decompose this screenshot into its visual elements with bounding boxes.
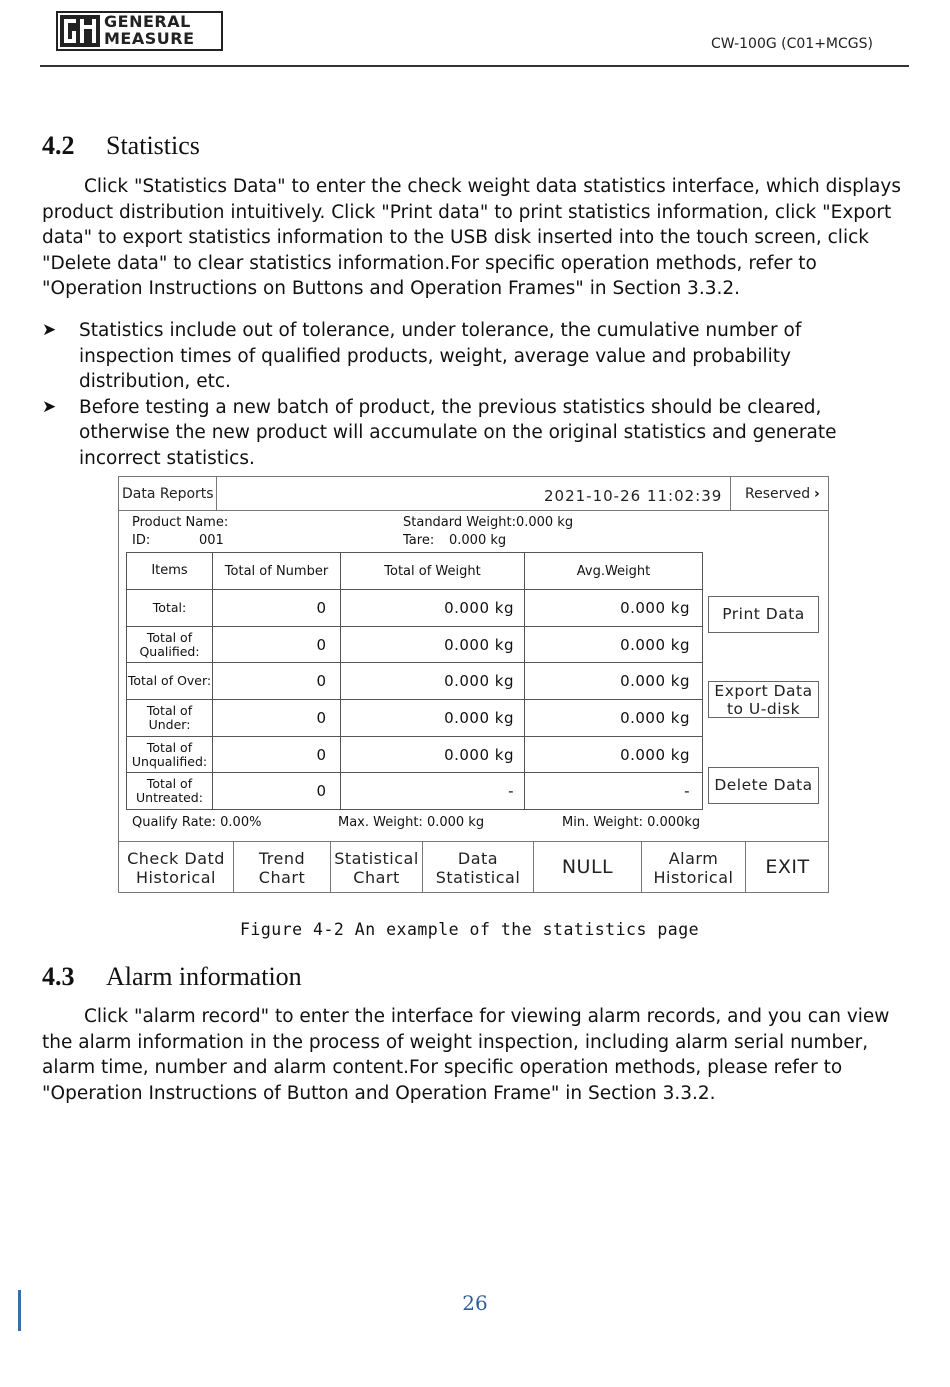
- statistical-chart-button[interactable]: [331, 842, 423, 893]
- screen-datetime: 2021-10-26 11:02:39: [544, 487, 723, 505]
- button-label: Historical: [653, 867, 734, 887]
- table-row: [127, 700, 703, 737]
- table-row: [127, 590, 703, 627]
- section-number: 4.2: [42, 131, 75, 160]
- document-code: CW-100G (C01+MCGS): [711, 36, 873, 52]
- table-row: [127, 663, 703, 700]
- company-logo: [56, 11, 223, 51]
- row-avg: 0.000 kg: [525, 700, 703, 737]
- tare-label: Tare:: [403, 533, 435, 548]
- screen-title: Data Reports: [119, 477, 217, 511]
- page-number: 26: [462, 1291, 488, 1315]
- export-data-button[interactable]: Export Data to U-disk: [708, 681, 819, 718]
- row-avg: 0.000 kg: [525, 663, 703, 700]
- row-weight: 0.000 kg: [341, 590, 525, 627]
- logo-line2: MEASURE: [104, 29, 195, 48]
- check-data-historical-button[interactable]: [119, 842, 234, 893]
- button-label: Data: [457, 848, 499, 868]
- bullet-text: Statistics include out of tolerance, under tolerance, the cumulative number of inspection times of qualified products, weight, average value and probability distribution, etc.: [79, 320, 802, 393]
- list-item: [42, 395, 882, 472]
- column-header: Items: [127, 553, 213, 590]
- tare-value: 0.000 kg: [449, 533, 507, 548]
- alarm-paragraph-text: Click "alarm record" to enter the interface for viewing alarm records, and you can view the alarm information in the process of weight inspection, including alarm serial number, alarm time, number and alarm content.For specific operation methods, please refer to "Operation Instructions of Button and Operation Frame" in Section 3.3.2.: [42, 1006, 890, 1104]
- button-label: Alarm: [668, 848, 719, 868]
- row-weight: 0.000 kg: [341, 736, 525, 773]
- table-row: [127, 773, 703, 810]
- column-header: Total of Weight: [341, 553, 525, 590]
- row-number: 0: [213, 700, 341, 737]
- row-avg: -: [525, 773, 703, 810]
- button-label: Historical: [136, 867, 216, 887]
- row-number: 0: [213, 736, 341, 773]
- max-weight: Max. Weight: 0.000 kg: [338, 815, 485, 830]
- section-number: 4.3: [42, 962, 75, 991]
- table-row: [127, 736, 703, 773]
- row-number: 0: [213, 590, 341, 627]
- statistics-paragraph-text: Click "Statistics Data" to enter the check weight data statistics interface, which displays product distribution intuitively. Click "Print data" to print statistics information, click "Export data" to export statistics information to the USB disk inserted into the touch screen, click "Delete data" to clear statistics information.For specific operation methods, refer to "Operation Instructions on Buttons and Operation Frames" in Section 3.3.2.: [42, 176, 901, 300]
- product-name-label: Product Name:: [132, 515, 229, 530]
- row-number: 0: [213, 663, 341, 700]
- table-header-row: [127, 553, 703, 590]
- standard-weight: Standard Weight:0.000 kg: [403, 515, 574, 530]
- column-header: Avg.Weight: [525, 553, 703, 590]
- chevron-right-icon: ›: [814, 486, 820, 502]
- trend-chart-button[interactable]: [234, 842, 331, 893]
- row-number: 0: [213, 773, 341, 810]
- row-label: Total of Unqualified:: [127, 736, 213, 773]
- row-label: Total of Under:: [127, 700, 213, 737]
- button-label: Statistical: [435, 867, 521, 887]
- statistics-bullet-list: [42, 318, 882, 472]
- row-label: Total of Qualified:: [127, 626, 213, 663]
- exit-button[interactable]: [746, 842, 829, 893]
- section-title: Alarm information: [106, 962, 302, 991]
- row-weight: 0.000 kg: [341, 663, 525, 700]
- column-header: Total of Number: [213, 553, 341, 590]
- row-avg: 0.000 kg: [525, 590, 703, 627]
- row-label: Total:: [127, 590, 213, 627]
- id-label: ID:: [132, 533, 151, 548]
- row-label: Total of Untreated:: [127, 773, 213, 810]
- figure-caption: Figure 4-2 An example of the statistics page: [240, 920, 700, 939]
- list-item: [42, 318, 882, 395]
- row-number: 0: [213, 626, 341, 663]
- button-label: Chart: [258, 867, 306, 887]
- null-button[interactable]: [534, 842, 642, 893]
- button-label: Trend: [258, 848, 306, 868]
- section-heading-alarm: [42, 962, 302, 992]
- button-label: Statistical: [334, 848, 419, 868]
- button-label: Chart: [353, 867, 400, 887]
- qualify-rate: Qualify Rate: 0.00%: [132, 815, 262, 830]
- row-weight: -: [341, 773, 525, 810]
- header-divider: [40, 65, 909, 67]
- arrow-bullet-icon: ➤: [42, 396, 57, 417]
- arrow-bullet-icon: ➤: [42, 320, 57, 340]
- min-weight: Min. Weight: 0.000kg: [562, 815, 701, 830]
- alarm-paragraph: [42, 1004, 910, 1106]
- section-title: Statistics: [106, 131, 200, 160]
- row-weight: 0.000 kg: [341, 626, 525, 663]
- row-avg: 0.000 kg: [525, 736, 703, 773]
- statistics-table: [126, 552, 703, 810]
- table-row: [127, 626, 703, 663]
- row-label: Total of Over:: [127, 663, 213, 700]
- id-value: 001: [199, 533, 224, 548]
- bullet-text: Before testing a new batch of product, the previous statistics should be cleared, otherwise the new product will accumulate on the original statistics and generate incorrect statistics.: [79, 396, 837, 469]
- alarm-historical-button[interactable]: [642, 842, 746, 893]
- logo-mark-icon: [60, 15, 100, 47]
- data-statistical-button[interactable]: [423, 842, 534, 893]
- print-data-button[interactable]: Print Data: [708, 596, 819, 633]
- reserved-label: Reserved: [745, 486, 811, 502]
- button-label: Check Datd: [127, 848, 225, 868]
- logo-line1: GENERAL: [104, 12, 191, 31]
- row-avg: 0.000 kg: [525, 626, 703, 663]
- button-label: EXIT: [765, 856, 810, 878]
- button-label: NULL: [561, 856, 614, 878]
- section-heading-statistics: [42, 131, 200, 161]
- statistics-paragraph: [42, 174, 910, 302]
- row-weight: 0.000 kg: [341, 700, 525, 737]
- delete-data-button[interactable]: Delete Data: [708, 767, 819, 804]
- statistics-screen-figure: [118, 476, 829, 893]
